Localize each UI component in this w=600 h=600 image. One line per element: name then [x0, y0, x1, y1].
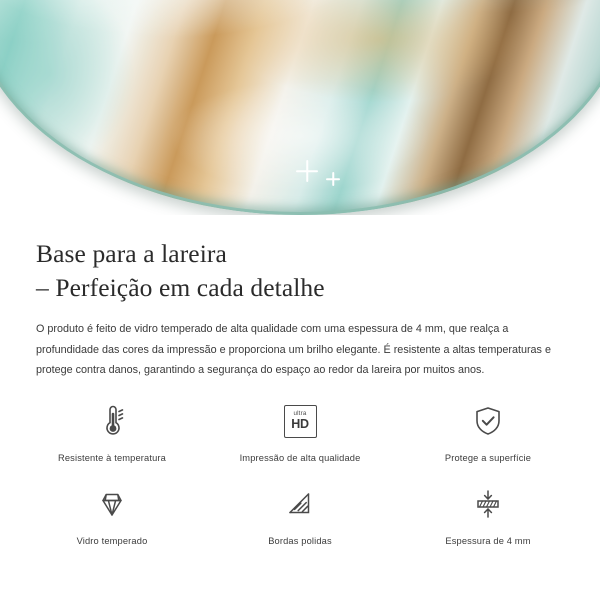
feature-label: Protege a superfície [444, 453, 532, 463]
feature-label: Bordas polidas [268, 536, 332, 546]
feature-label: Vidro temperado [76, 536, 148, 546]
ultra-hd-hd-text: HD [291, 417, 309, 432]
feature-item-print-quality [206, 398, 394, 463]
ultra-hd-icon [277, 398, 323, 444]
hero-image [0, 0, 600, 215]
feature-label: Resistente à temperatura [58, 453, 166, 463]
feature-item-polished-edges [206, 481, 394, 546]
ultra-hd-ultra-text: ultra [293, 410, 307, 418]
feature-label: Impressão de alta qualidade [239, 453, 361, 463]
feature-grid [0, 398, 600, 546]
headline-line-1: Base para a lareira [36, 239, 227, 268]
thermometer-icon [89, 398, 135, 444]
shield-check-icon [465, 398, 511, 444]
round-glass-panel [0, 0, 600, 215]
headline-line-2: – Perfeição em cada detalhe [36, 272, 325, 302]
feature-item-tempered-glass [18, 481, 206, 546]
feature-item-thickness [394, 481, 582, 546]
diamond-icon [89, 481, 135, 527]
feature-item-temperature [18, 398, 206, 463]
description-paragraph: O produto é feito de vidro temperado de alta qualidade com uma espessura de 4 mm, que realça a profundidade das cores da impressão e proporciona um brilho elegante. É resistente a altas temperaturas e protege contra danos, garantindo a segurança do espaço ao redor da lareira por muitos anos. [36, 322, 551, 377]
polished-edges-icon [277, 481, 323, 527]
page-title [0, 215, 600, 305]
thickness-icon [465, 481, 511, 527]
feature-label: Espessura de 4 mm [445, 536, 531, 546]
feature-item-surface-protection [394, 398, 582, 463]
text-content [0, 215, 600, 381]
